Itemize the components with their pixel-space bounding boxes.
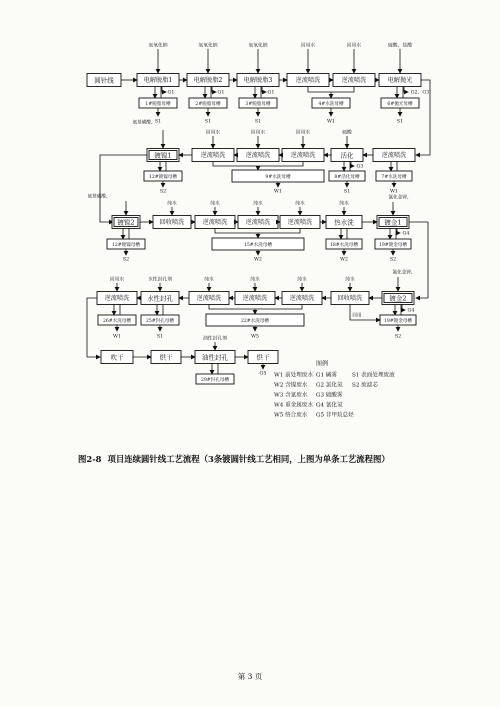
tank-label-tank12: 12#镀镍母槽 [148, 175, 178, 180]
process-label-rinse_h: 逆流喷洗 [245, 219, 271, 226]
emission-label-g4: G4 [407, 308, 415, 314]
figure-caption [78, 453, 438, 465]
process-label-rinse_c: 逆流喷洗 [200, 152, 226, 159]
input-label-reuse4: 回用水 [250, 130, 266, 136]
tank-label-tank19: 19#镀金母槽 [378, 243, 408, 248]
emission-label-w1: W1 [113, 334, 121, 340]
emission-label-s2: S2 [389, 257, 397, 263]
tank-label-tank19b: 19#镀金母槽 [383, 319, 413, 324]
input-label-naoh3: 氢氧化钠 [248, 43, 268, 49]
flow-line [215, 229, 300, 234]
input-label-reuse1: 回用水 [300, 43, 316, 49]
tank-label-tank15: 15#水洗母槽 [243, 243, 273, 248]
input-label-oilseal_agent: 油性封孔剂 [203, 336, 227, 342]
process-label-start: 圆针线 [94, 76, 114, 85]
emission-label-s1: S1 [343, 189, 351, 195]
tank-label-tank3: 3#脱脂母槽 [245, 102, 271, 107]
input-label-reuse3: 回用水 [205, 130, 221, 136]
tank-label-tank26: 26#水洗母槽 [102, 319, 132, 324]
input-label-pure9: 纯水 [345, 277, 355, 283]
process-label-polish: 电解抛光 [387, 77, 413, 84]
input-label-naoh2: 氢氧化钠 [198, 43, 218, 49]
input-label-acid: 硫酸、盐酸 [388, 43, 412, 49]
emission-label-g2g3: G2、G3 [410, 90, 430, 96]
process-label-rinse_l: 逆流喷洗 [242, 295, 268, 302]
process-label-rinse_b: 逆流喷洗 [341, 77, 367, 84]
process-label-gold1: 镀金1 [384, 218, 402, 227]
flow-line [100, 155, 147, 222]
tank-label-tank1: 1#脱脂母槽 [145, 102, 171, 107]
legend-item: W5 络合废水 [274, 412, 308, 419]
input-label-pure8: 纯水 [297, 277, 307, 283]
figure-title: 项目连续圆针线工艺流程（3条镀圆针线工艺相同，上图为单条工艺流程图） [107, 454, 390, 464]
process-label-hotwash: 热水洗 [334, 218, 354, 227]
legend-item: S2 废滤芯 [352, 382, 378, 389]
flow-line [351, 162, 354, 167]
process-label-rinse_g: 逆流喷洗 [202, 219, 228, 226]
legend-item: W3 含氰废水 [274, 392, 308, 399]
emission-label-s1: S1 [396, 119, 404, 125]
emission-label-w1: W1 [327, 119, 335, 125]
emission-label-g4: G4 [402, 231, 410, 237]
emission-label-g1: G1 [267, 90, 275, 96]
process-label-gold2: 镀金2 [389, 294, 407, 303]
input-label-pure4: 纯水 [295, 201, 305, 207]
input-label-gold_chem1: 氰化金钾、 [388, 195, 412, 201]
emission-label-g3: G3 [356, 164, 364, 170]
page-number: 第 3 页 [237, 672, 263, 681]
emission-label-g1: G1 [167, 90, 175, 96]
emission-label-s1: S1 [154, 119, 162, 125]
tank-label-tank8: 8#活化母槽 [334, 175, 360, 180]
emission-label-s2: S2 [159, 189, 167, 195]
input-label-ni_chem2: 氨基磺酸、 [87, 194, 111, 200]
input-label-pure2: 纯水 [210, 201, 220, 207]
process-label-rinse_i: 逆流喷洗 [287, 219, 313, 226]
input-label-reuse_loop: 回用 [352, 313, 362, 319]
flow-line [212, 87, 216, 93]
emission-label-g1: G1 [217, 90, 225, 96]
input-label-ni_chem: 氨基磺酸、 [132, 120, 156, 126]
tank-label-tank4: 4#水洗母槽 [318, 102, 344, 107]
input-label-pure1: 纯水 [167, 201, 177, 207]
process-label-recover2: 回收喷洗 [337, 295, 363, 302]
process-label-rinse_m: 逆流喷洗 [289, 295, 315, 302]
process-label-rinse_d: 逆流喷洗 [245, 152, 271, 159]
flow-line [162, 87, 166, 93]
input-label-pure7: 纯水 [250, 277, 260, 283]
emission-label-w1: W1 [274, 189, 282, 195]
process-label-rinse_f: 逆流喷洗 [381, 152, 407, 159]
tank-label-tank6: 6#抛光母槽 [387, 102, 413, 107]
process-label-dry2: 烘干 [256, 353, 270, 362]
process-label-recover1: 回收喷洗 [159, 219, 185, 226]
tank-label-tank29: 29#封孔母槽 [200, 378, 230, 383]
emission-label-s2: S2 [394, 334, 402, 340]
tank-label-tank12b: 12#镀镍母槽 [111, 243, 141, 248]
legend-item: G3 硫酸雾 [316, 392, 343, 399]
process-label-blow: 吹干 [110, 353, 124, 362]
process-label-degrease1: 电解脱脂1 [143, 77, 173, 84]
flow-line [409, 222, 428, 298]
process-label-dry1: 烘干 [159, 353, 173, 362]
flow-line [402, 305, 405, 311]
tank-label-tank25: 25#封孔母槽 [145, 319, 175, 324]
process-label-degrease3: 电解脱脂3 [243, 77, 273, 84]
input-label-pure6: 纯水 [204, 277, 214, 283]
legend-item: G2 氯化氢 [316, 382, 343, 389]
flow-line [209, 305, 302, 310]
figure-number: 图2-8 [78, 454, 102, 464]
legend-item: W4 重金属废水 [274, 402, 314, 409]
legend-item: W2 含镍废水 [274, 382, 308, 389]
process-label-rinse_k: 逆流喷洗 [196, 295, 222, 302]
input-label-reuse2: 回用水 [346, 43, 362, 49]
input-label-sulfuric: 硫酸 [342, 130, 352, 136]
flow-line [87, 298, 100, 357]
process-label-rinse_j: 逆流喷洗 [104, 295, 130, 302]
input-label-naoh1: 氢氧化钠 [148, 43, 168, 49]
process-label-seal: 水性封孔 [147, 294, 173, 303]
process-label-rinse_a: 逆流喷洗 [295, 77, 321, 84]
process-label-oilseal: 油性封孔 [202, 353, 228, 362]
flow-line [213, 162, 303, 167]
input-label-reuse5: 回用水 [295, 130, 311, 136]
tank-label-tank2: 2#脱脂母槽 [195, 102, 221, 107]
input-label-waterseal: 水性封孔剂 [148, 277, 172, 283]
flow-line [397, 229, 400, 234]
input-label-reuse6: 回用水 [109, 277, 125, 283]
legend-title: 图例 [315, 360, 329, 368]
flow-line [404, 87, 408, 93]
emission-label-g5: G5 [259, 371, 267, 377]
process-label-activate: 活化 [340, 151, 354, 160]
emission-label-w5: W5 [251, 334, 259, 340]
emission-label-s1: S1 [204, 119, 212, 125]
process-label-nickel1: 镀镍1 [154, 151, 172, 160]
emission-label-w2: W2 [340, 257, 348, 263]
tank-label-tank18: 18#水洗母槽 [329, 243, 359, 248]
legend-item: W1 前处理废水 [274, 372, 314, 379]
tank-label-tank9: 9#水洗母槽 [265, 175, 291, 180]
process-label-degrease2: 电解脱脂2 [193, 77, 223, 84]
flow-line [262, 87, 266, 93]
legend-item: G4 氰化氢 [316, 402, 343, 409]
emission-label-s2: S2 [122, 257, 130, 263]
emission-label-s1: S1 [156, 334, 164, 340]
input-label-pure5: 纯水 [339, 201, 349, 207]
input-label-gold_chem2: 氰化金钾、 [392, 270, 416, 276]
tank-label-tank7: 7#水洗母槽 [381, 175, 407, 180]
legend-item: S1 表面处理废液 [352, 372, 395, 379]
legend-item: G1 碱雾 [316, 372, 337, 379]
input-label-pure3: 纯水 [253, 201, 263, 207]
emission-label-w1: W1 [390, 189, 398, 195]
process-label-nickel2: 镀镍2 [117, 218, 135, 227]
tank-label-tank22: 22#水洗母槽 [240, 319, 270, 324]
emission-label-w2: W2 [254, 257, 262, 263]
flow-line [308, 87, 354, 93]
process-label-rinse_e: 逆流喷洗 [290, 152, 316, 159]
legend-item: G5 非甲烷总烃 [316, 412, 354, 419]
emission-label-s1: S1 [254, 119, 262, 125]
